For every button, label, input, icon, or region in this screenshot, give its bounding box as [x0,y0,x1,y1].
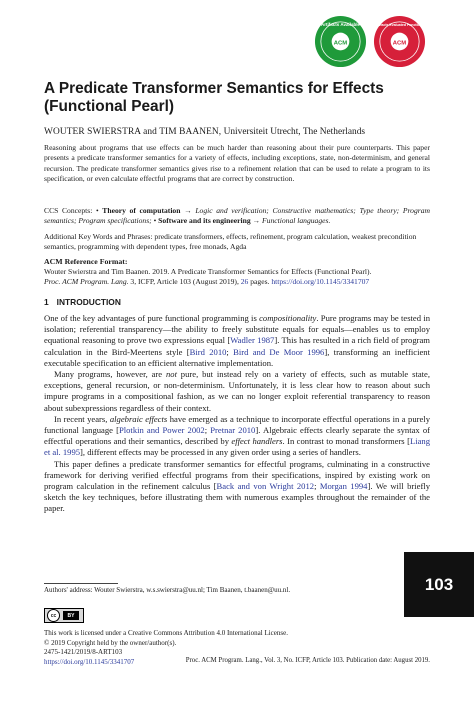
authors-address: Authors' address: Wouter Swierstra, w.s.swierstra@uu.nl; Tim Baanen, t.baanen@uu.nl. [44,586,291,594]
paragraph-3 [44,414,430,459]
acm-reference-heading: ACM Reference Format: [44,257,128,266]
license-doi-link[interactable]: https://doi.org/10.1145/3341707 [44,657,135,666]
citation-link[interactable]: Back and von Wright 2012 [216,481,315,492]
footnote-rule [44,583,118,584]
ccs-label: CCS Concepts: • [44,206,103,215]
emphasis: not [165,369,177,380]
text: In recent years, [54,413,110,424]
text: ]. We will briefly sketch the key techniques, before illustrating them with numerous examples throughout the remainder of the paper. [44,481,430,514]
cc-by-license-icon [44,608,84,623]
acm-reference-venue: Proc. ACM Program. Lang. [44,277,129,287]
citation-link[interactable]: Liang et al. 1995 [44,436,430,458]
copyright-text: © 2019 Copyright held by the owner/author(s). [44,638,177,647]
by-icon: BY [63,611,79,620]
acm-reference [44,267,430,288]
emphasis: compositionality [259,313,317,323]
artifacts-evaluated-badge [372,14,427,69]
citation-link[interactable]: Pretnar 2010 [210,425,256,436]
ccs-separator: • [151,216,159,226]
paragraph-2 [44,369,430,414]
author-names: WOUTER SWIERSTRA and TIM BAANEN, [44,127,222,137]
ccs-concept-2: Software and its engineering [158,216,251,226]
text: ], transforming an inefficient executable specification to an efficient alternative implementation. [44,346,430,368]
article-number-tab: 103 [404,552,474,617]
keywords: Additional Key Words and Phrases: predicate transformers, effects, refinement, program calculation, weakest precondition semantics, programming with dependent types, free monads, Agda [44,232,417,252]
text: . In contrast to monad transformers [ [282,436,410,447]
text: ], different effects may be processed in any given order using a series of handlers. [80,447,361,458]
pages-link[interactable]: 26 [240,277,249,287]
paper-title [44,80,430,116]
paragraph-1 [44,313,430,369]
section-heading [44,297,430,307]
ccs-concepts [44,206,430,227]
badge-label: Artifacts Available [321,21,360,27]
title-line-2: (Functional Pearl) [44,98,174,115]
ccs-concept-2-detail: → Functional languages. [250,216,331,226]
license-text: This work is licensed under a Creative Commons Attribution 4.0 International License. [44,629,288,637]
emphasis: effect handlers [231,436,283,447]
issn-text: 2475-1421/2019/8-ART103 [44,648,123,657]
affiliation: Universiteit Utrecht, The Netherlands [221,127,366,137]
ccs-concept-1-detail: → Logic and verification; Constructive mathematics; Type theory; Program semantics; Program specifications; [44,206,430,226]
badge-label: Artifacts Evaluated Functional [374,22,425,27]
introduction-body [44,313,430,515]
emphasis: algebraic effects [109,413,168,424]
text: have emerged as a technique to incorporate effectful operations in a purely functional language [ [44,413,430,436]
cc-icon: cc [47,609,60,622]
text: ; [226,346,234,357]
acm-reference-pages-suffix: pages. [248,277,272,287]
text: ]. This has resulted in a rich field of program calculation in the Bird-Meertens style [ [44,335,430,357]
citation-link[interactable]: Bird 2010 [189,346,227,357]
citation-link[interactable]: Wadler 1987 [230,335,275,346]
text: ; [204,425,211,436]
text: pure, but instead rely on a variety of effects, such as mutable state, exceptions, general recursion, or non-determinism. Unfortunately, it is less clear how to reason about such impure programs in a compositional fashion, as we can no longer exploit referential transparency to reason about subexpressions regardless of their context. [44,369,430,413]
paragraph-4 [44,459,430,515]
text: This paper defines a predicate transformer semantics for effectful programs, culminating in a constructive framework for deriving verified effectful programs from their specifications, inspired by existing work on program calculation in the refinement calculus [ [44,458,430,492]
section-number: 1 [44,297,49,307]
page-footer: Proc. ACM Program. Lang., Vol. 3, No. ICFP, Article 103. Publication date: August 2019. [185,657,430,664]
citation-link[interactable]: Plotkin and Power 2002 [118,425,205,436]
section-title: INTRODUCTION [56,297,121,307]
text: . Pure programs may be tested in isolation; referential transparency—the ability to freely substitute equals for equals—enables us to employ equational reasoning to prove two expressions equal [ [44,313,431,346]
acm-reference-details: 3, ICFP, Article 103 (August 2019), [128,277,241,287]
svg-text:ACM: ACM [392,40,407,47]
text: ]. Algebraic effects clearly separate the syntax of effectful operations and their semantics, described by [44,425,430,447]
text: One of the key advantages of pure functional programming is [44,313,260,323]
citation-link[interactable]: Morgan 1994 [319,481,368,492]
artifacts-available-badge [313,14,368,69]
acm-reference-citation: Wouter Swierstra and Tim Baanen. 2019. A Predicate Transformer Semantics for Effects (Functional Pearl). [44,267,372,276]
title-line-1: A Predicate Transformer Semantics for Effects [44,80,384,97]
text: ; [314,481,320,492]
svg-text:ACM: ACM [333,40,348,47]
authors-line [44,126,430,138]
abstract: Reasoning about programs that use effects can be much harder than reasoning about their pure counterparts. This paper presents a predicate transformer semantics for a variety of effects, including exceptions, state, non-determinism, and general recursion. The predicate transformer semantics gives rise to a refinement relation that can be used to relate a program to its specification, or even calculate effectful programs that are correct by construction. [44,143,430,183]
text: Many programs, however, are [54,369,166,380]
ccs-concept-1: Theory of computation [102,206,181,215]
citation-link[interactable]: Bird and De Moor 1996 [233,346,325,357]
doi-link[interactable]: https://doi.org/10.1145/3341707 [271,277,370,287]
